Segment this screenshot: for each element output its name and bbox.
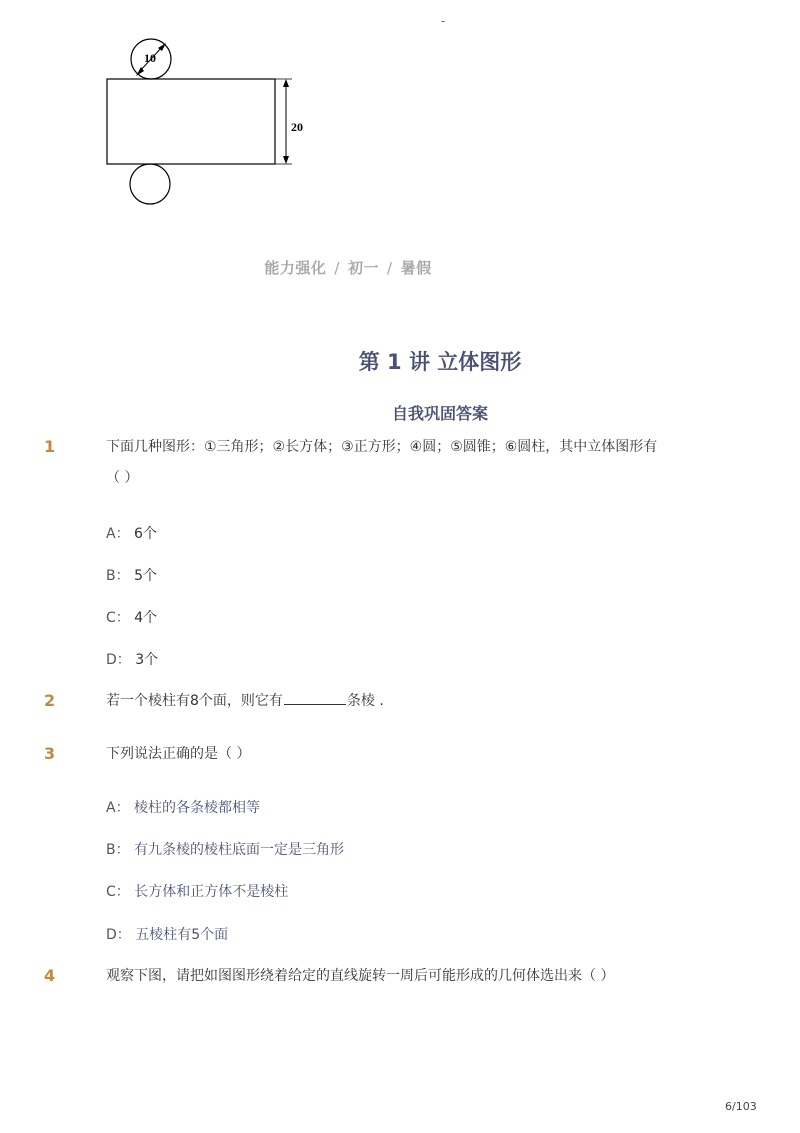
header-part3: 暑假 — [400, 259, 432, 277]
question-1-option-a[interactable] — [106, 523, 157, 543]
top-mark: - — [441, 14, 446, 28]
header-sep: / — [387, 259, 393, 277]
question-1-text-line2: （ ） — [106, 470, 139, 486]
option-label: D： — [106, 652, 131, 668]
option-label: C： — [106, 610, 130, 626]
option-label: B： — [106, 568, 130, 584]
header-part2: 初一 — [347, 259, 379, 277]
header-sep: / — [334, 259, 340, 277]
height-label: 20 — [291, 120, 303, 134]
cylinder-net-figure — [100, 38, 320, 210]
breadcrumb-header — [0, 257, 696, 278]
question-3-option-b[interactable] — [106, 839, 344, 859]
question-1-number: 1 — [44, 437, 56, 456]
option-label: A： — [106, 526, 130, 542]
option-text: 棱柱的各条棱都相等 — [134, 800, 261, 816]
question-2-text-after: 条棱 . — [346, 693, 384, 709]
question-4-text: 观察下图，请把如图图形绕着给定的直线旋转一周后可能形成的几何体选出来（ ） — [106, 968, 615, 984]
question-2-text — [106, 687, 384, 715]
option-text: 5个 — [134, 568, 157, 584]
question-1-option-d[interactable] — [106, 649, 158, 669]
option-text: 6个 — [134, 526, 157, 542]
height-arrowhead-bottom — [283, 156, 289, 164]
section-title: 自我巩固答案 — [391, 404, 488, 423]
option-label: D： — [106, 927, 131, 943]
question-3-number: 3 — [44, 744, 56, 763]
page-number: 6/103 — [725, 1100, 757, 1113]
question-2-text-before: 若一个棱柱有8个面，则它有 — [106, 693, 283, 709]
height-arrowhead-top — [283, 79, 289, 87]
lecture-title: 第 1 讲 立体图形 — [358, 350, 522, 374]
option-text: 4个 — [134, 610, 158, 626]
diameter-label: 10 — [144, 51, 156, 65]
answer-blank[interactable] — [284, 692, 346, 705]
header-part1: 能力强化 — [264, 259, 327, 277]
option-label: B： — [106, 842, 130, 858]
question-4-number: 4 — [44, 966, 56, 985]
option-text: 长方体和正方体不是棱柱 — [134, 884, 289, 900]
option-text: 3个 — [135, 652, 159, 668]
question-3-text: 下列说法正确的是（ ） — [106, 746, 251, 762]
option-text: 五棱柱有5个面 — [135, 927, 229, 943]
question-3-option-d[interactable] — [106, 924, 228, 944]
question-1-option-b[interactable] — [106, 565, 157, 585]
cylinder-net-diagram — [100, 38, 320, 210]
question-3-option-a[interactable] — [106, 797, 260, 817]
option-label: A： — [106, 800, 130, 816]
question-2-number: 2 — [44, 691, 56, 710]
question-3-option-c[interactable] — [106, 881, 288, 901]
question-1-option-c[interactable] — [106, 607, 157, 627]
bottom-circle — [130, 164, 170, 204]
option-label: C： — [106, 884, 130, 900]
question-1-text-line1: 下面几种图形：①三角形；②长方体；③正方形；④圆；⑤圆锥；⑥圆柱，其中立体图形有 — [106, 439, 658, 455]
option-text: 有九条棱的棱柱底面一定是三角形 — [134, 842, 345, 858]
side-rectangle — [107, 79, 275, 164]
